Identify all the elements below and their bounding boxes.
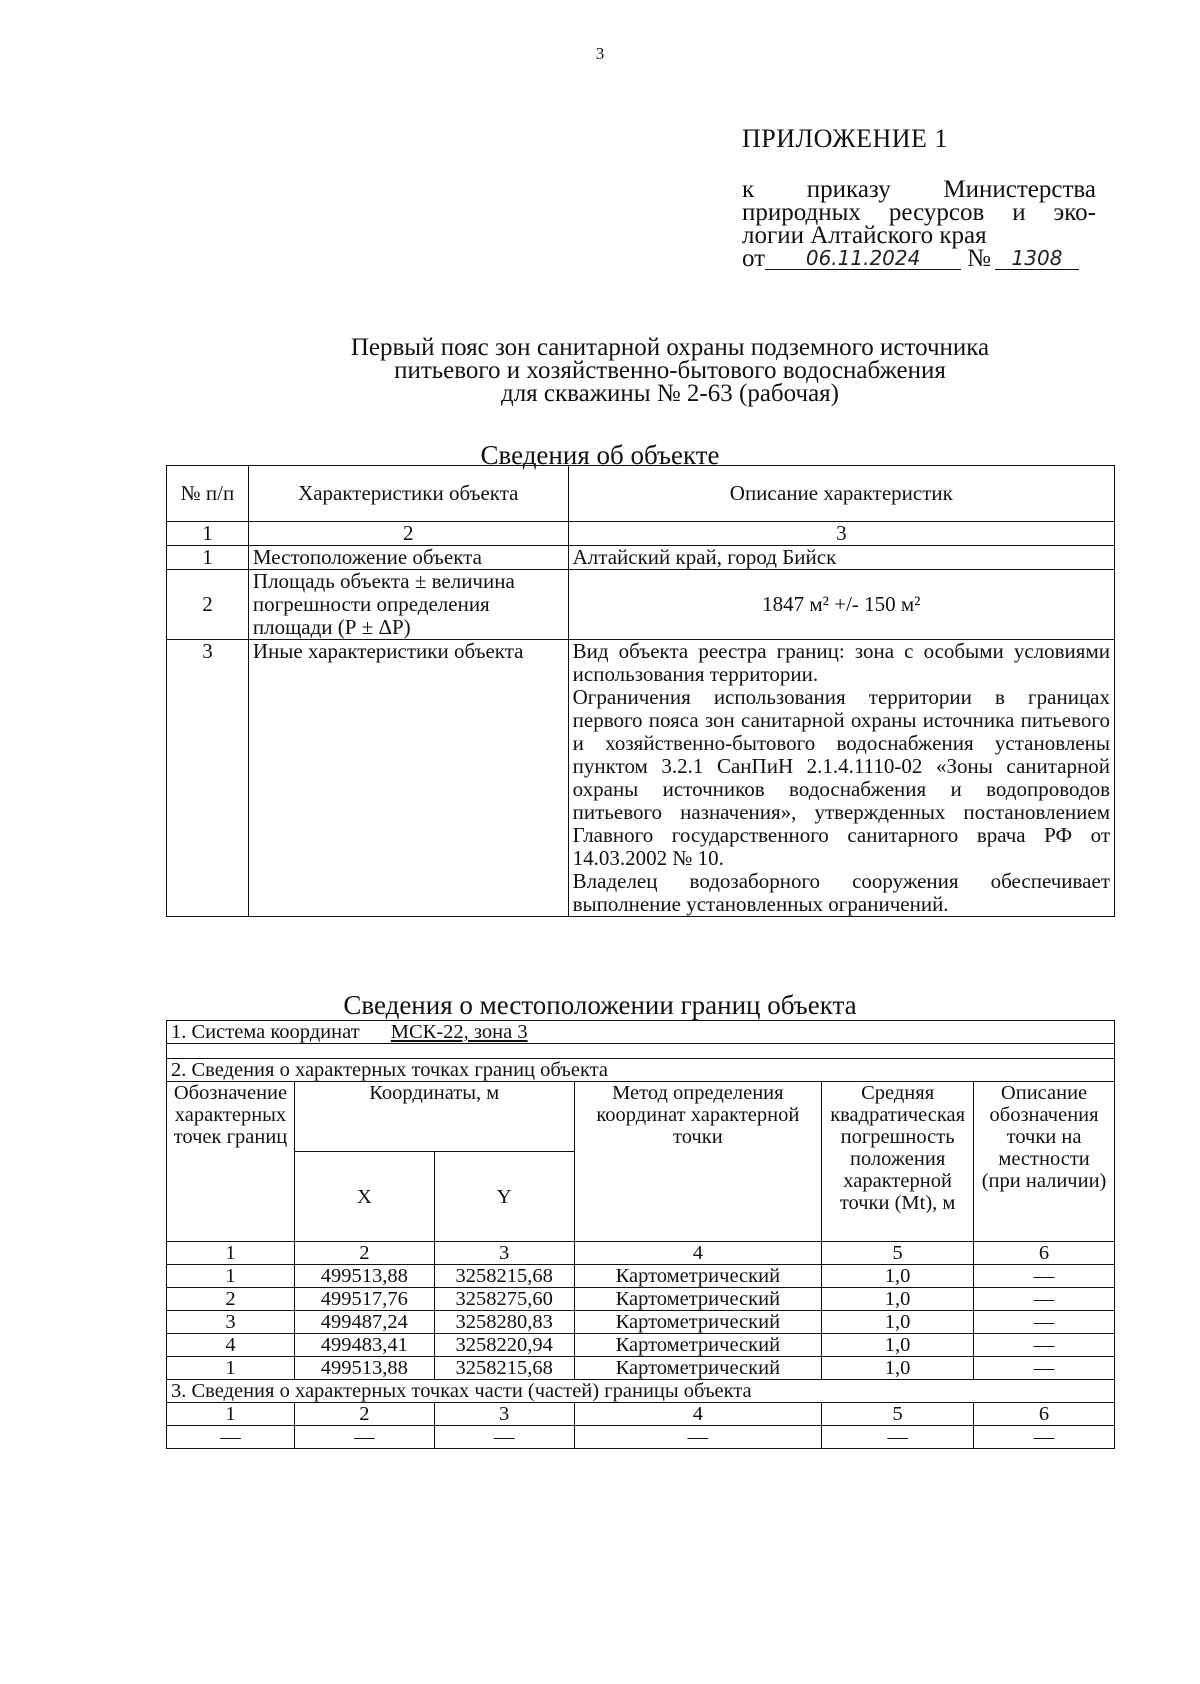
point-x: 499483,41 xyxy=(294,1334,434,1357)
point-error: 1,0 xyxy=(822,1311,974,1334)
point-y: 3258280,83 xyxy=(434,1311,574,1334)
part-cell: — xyxy=(294,1426,434,1449)
point-error: 1,0 xyxy=(822,1334,974,1357)
point-x: 499487,24 xyxy=(294,1311,434,1334)
point-error: 1,0 xyxy=(822,1265,974,1288)
header-coordinates: Координаты, м xyxy=(294,1082,574,1152)
from-label: от xyxy=(742,245,766,272)
description-paragraph: Владелец водозаборного сооружения обеспечивает выполнение установленных ограничений. xyxy=(572,869,1110,916)
object-table xyxy=(166,465,1115,917)
order-line-3: логии Алтайского края xyxy=(742,222,987,249)
part-cell: — xyxy=(822,1426,974,1449)
part-cell: — xyxy=(434,1426,574,1449)
table-index-row xyxy=(167,522,1115,546)
header-description: Описание характеристик xyxy=(568,466,1114,522)
row-characteristic: Местоположение объекта xyxy=(248,546,568,570)
point-description: — xyxy=(974,1288,1115,1311)
table-row xyxy=(167,1357,1115,1380)
point-id: 3 xyxy=(167,1311,295,1334)
location-table xyxy=(166,1020,1115,1449)
point-id: 2 xyxy=(167,1288,295,1311)
index-cell: 2 xyxy=(294,1242,434,1265)
number-label: № xyxy=(967,245,991,272)
page-number: 3 xyxy=(595,44,605,63)
point-id: 1 xyxy=(167,1357,295,1380)
location-section-heading: Сведения о местоположении границ объекта xyxy=(343,990,857,1020)
point-error: 1,0 xyxy=(822,1288,974,1311)
index-cell: 6 xyxy=(974,1403,1115,1426)
row-description: 1847 м² +/- 150 м² xyxy=(568,570,1114,640)
header-characteristics: Характеристики объекта xyxy=(248,466,568,522)
point-x: 499513,88 xyxy=(294,1357,434,1380)
spacer-cell xyxy=(167,1044,1115,1059)
appendix-title: ПРИЛОЖЕНИЕ 1 xyxy=(742,124,948,153)
description-paragraph: Вид объекта реестра границ: зона с особыми условиями использования территории. xyxy=(572,639,1110,686)
point-method: Картометрический xyxy=(574,1311,822,1334)
location-header-row xyxy=(167,1082,1115,1152)
order-line-4 xyxy=(742,247,1096,270)
point-x: 499517,76 xyxy=(294,1288,434,1311)
index-cell: 6 xyxy=(974,1242,1115,1265)
order-word: Министерства xyxy=(943,176,1096,203)
points-heading: 2. Сведения о характерных точках границ объекта xyxy=(167,1059,1115,1082)
point-description: — xyxy=(974,1357,1115,1380)
index-cell: 4 xyxy=(574,1242,822,1265)
table-row xyxy=(167,640,1115,917)
title-line: для скважины № 2-63 (рабочая) xyxy=(500,380,839,407)
title-line: Первый пояс зон санитарной охраны подземного источника xyxy=(350,334,990,361)
table-row xyxy=(167,570,1115,640)
point-method: Картометрический xyxy=(574,1334,822,1357)
row-characteristic: Площадь объекта ± величина погрешности определения площади (Р ± ΔР) xyxy=(248,570,568,640)
header-designation: Обозначение характерных точек границ xyxy=(167,1082,295,1242)
point-method: Картометрический xyxy=(574,1288,822,1311)
parts-heading: 3. Сведения о характерных точках части (частей) границы объекта xyxy=(167,1380,1115,1403)
points-heading-row xyxy=(167,1059,1115,1082)
index-cell: 4 xyxy=(574,1403,822,1426)
index-cell: 5 xyxy=(822,1403,974,1426)
row-description xyxy=(568,640,1114,917)
header-description: Описание обозначения точки на местности (при наличии) xyxy=(974,1082,1115,1242)
header-error: Средняя квадратическая погрешность положения характерной точки (Mt), м xyxy=(822,1082,974,1242)
coord-system-row xyxy=(167,1021,1115,1044)
point-y: 3258215,68 xyxy=(434,1265,574,1288)
point-error: 1,0 xyxy=(822,1357,974,1380)
point-description: — xyxy=(974,1311,1115,1334)
document-title xyxy=(200,336,1140,405)
index-cell: 1 xyxy=(167,522,249,546)
part-cell: — xyxy=(574,1426,822,1449)
table-row xyxy=(167,1288,1115,1311)
title-line: питьевого и хозяйственно-бытового водоснабжения xyxy=(394,357,946,384)
point-y: 3258220,94 xyxy=(434,1334,574,1357)
point-y: 3258275,60 xyxy=(434,1288,574,1311)
table-row xyxy=(167,1426,1115,1449)
parts-heading-row xyxy=(167,1380,1115,1403)
point-x: 499513,88 xyxy=(294,1265,434,1288)
table-row xyxy=(167,1265,1115,1288)
index-cell: 3 xyxy=(568,522,1114,546)
point-id: 1 xyxy=(167,1265,295,1288)
order-date: 06.11.2024 xyxy=(765,247,961,270)
point-description: — xyxy=(974,1334,1115,1357)
table-row xyxy=(167,546,1115,570)
table-row xyxy=(167,1334,1115,1357)
index-cell: 2 xyxy=(248,522,568,546)
index-cell: 3 xyxy=(434,1403,574,1426)
order-word: приказу xyxy=(806,176,891,203)
location-index-row xyxy=(167,1242,1115,1265)
point-y: 3258215,68 xyxy=(434,1357,574,1380)
order-line-1 xyxy=(742,178,1096,201)
order-line-2 xyxy=(742,201,1096,224)
point-method: Картометрический xyxy=(574,1357,822,1380)
part-cell: — xyxy=(974,1426,1115,1449)
order-number: 1308 xyxy=(995,247,1079,270)
parts-index-row xyxy=(167,1403,1115,1426)
row-characteristic: Иные характеристики объекта xyxy=(248,640,568,917)
index-cell: 2 xyxy=(294,1403,434,1426)
coord-system-value: МСК-22, зона 3 xyxy=(390,1021,528,1043)
order-word: и xyxy=(1012,199,1026,226)
index-cell: 1 xyxy=(167,1242,295,1265)
header-y: Y xyxy=(434,1152,574,1242)
coord-system-cell xyxy=(167,1021,1115,1044)
spacer-row xyxy=(167,1044,1115,1059)
part-cell: — xyxy=(167,1426,295,1449)
point-id: 4 xyxy=(167,1334,295,1357)
row-num: 1 xyxy=(167,546,249,570)
header-x: X xyxy=(294,1152,434,1242)
index-cell: 3 xyxy=(434,1242,574,1265)
table-row xyxy=(167,1311,1115,1334)
order-word: природных xyxy=(742,199,861,226)
table-header-row xyxy=(167,466,1115,522)
header-num: № п/п xyxy=(167,466,249,522)
coord-system-label: 1. Система координат xyxy=(171,1021,360,1043)
index-cell: 1 xyxy=(167,1403,295,1426)
order-word: к xyxy=(742,176,755,203)
header-method: Метод определения координат характерной точки xyxy=(574,1082,822,1242)
row-num: 3 xyxy=(167,640,249,917)
point-description: — xyxy=(974,1265,1115,1288)
index-cell: 5 xyxy=(822,1242,974,1265)
order-word: эко- xyxy=(1053,199,1096,226)
row-num: 2 xyxy=(167,570,249,640)
appendix-order-reference xyxy=(742,178,1096,270)
row-description: Алтайский край, город Бийск xyxy=(568,546,1114,570)
order-word: ресурсов xyxy=(888,199,985,226)
object-section-heading: Сведения об объекте xyxy=(480,440,720,470)
description-paragraph: Ограничения использования территории в границах первого пояса зон санитарной охраны источника питьевого и хозяйственно-бытового водоснабжения установлены пунктом 3.2.1 СанПиН 2.1.4.1110-02 «Зоны санитарной охраны источников водоснабжения и водопроводов питьевого назначения», утвержденных постановлением Главного государственного санитарного врача РФ от 14.03.2002 № 10. xyxy=(572,685,1110,870)
point-method: Картометрический xyxy=(574,1265,822,1288)
